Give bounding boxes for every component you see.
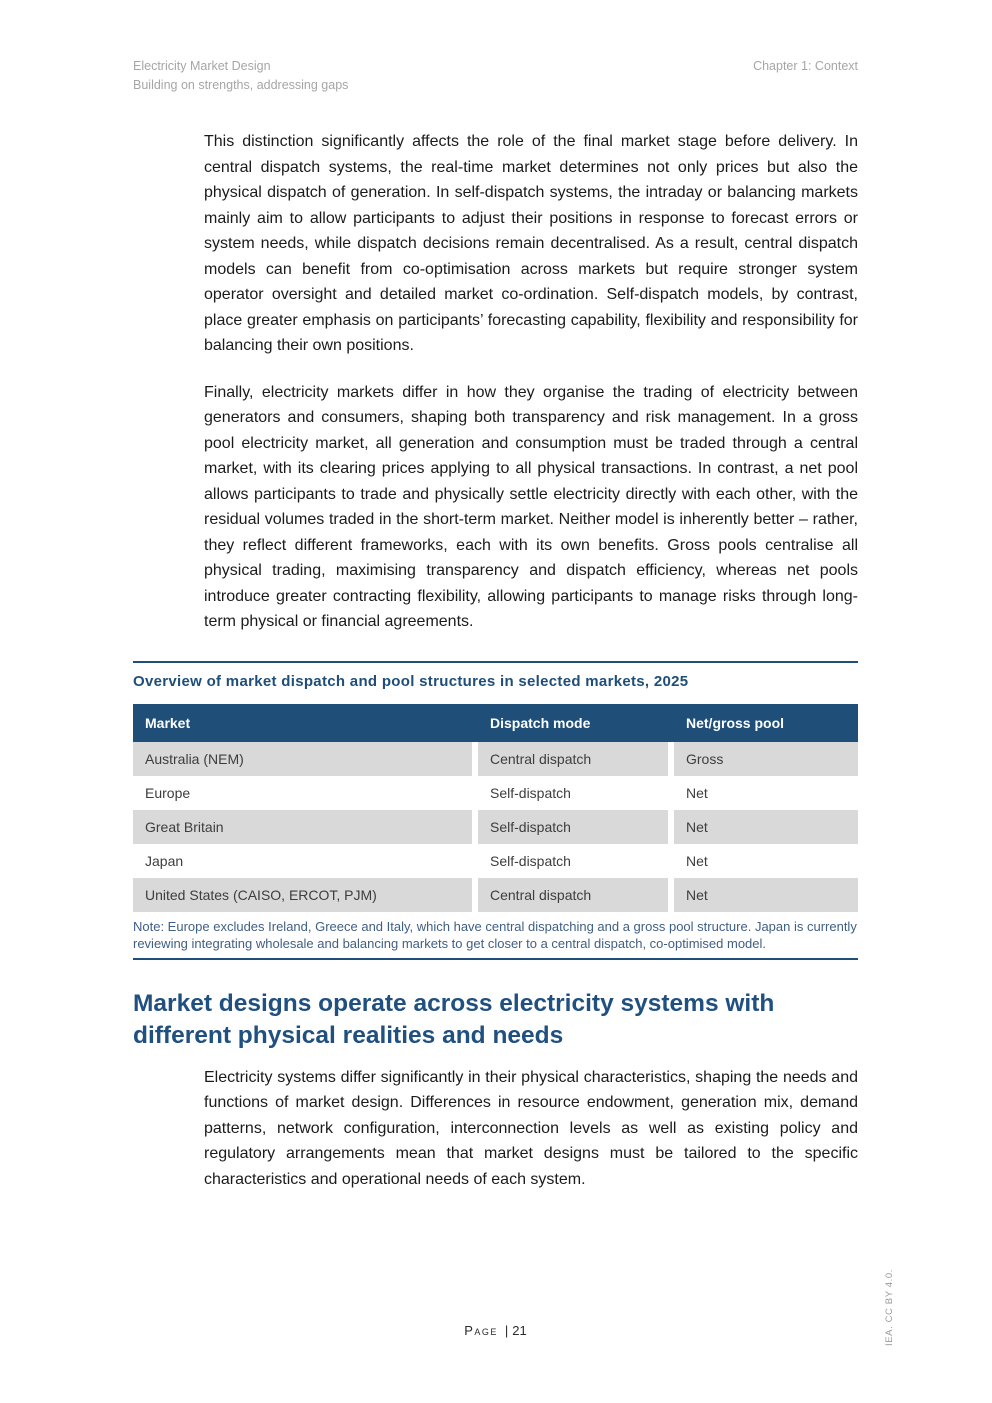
table-header-row	[133, 704, 858, 742]
markets-table	[133, 704, 858, 912]
licence-credit: IEA. CC BY 4.0.	[884, 1269, 895, 1346]
paragraph-dispatch-distinction: This distinction significantly affects the role of the final market stage before delivery. In central dispatch systems, the real-time market determines not only prices but also the physical dispatch of generation. In self-dispatch systems, the intraday or balancing markets mainly aim to allow participants to adjust their positions in response to forecast errors or system needs, while dispatch decisions remain decentralised. As a result, central dispatch models can benefit from co-optimisation across markets but require stronger system operator oversight and detailed market co-ordination. Self-dispatch models, by contrast, place greater emphasis on participants’ forecasting capability, flexibility and responsibility for balancing their own positions.	[204, 133, 858, 354]
page-label: Page	[464, 1323, 498, 1338]
cell-dispatch-mode: Central dispatch	[478, 742, 668, 776]
cell-market: Australia (NEM)	[133, 742, 472, 776]
cell-dispatch-mode: Central dispatch	[478, 878, 668, 912]
paragraph-physical-realities: Electricity systems differ significantly in their physical characteristics, shaping the needs and functions of market design. Differences in resource endowment, generation mix, demand patterns, network configuration, interconnection levels as well as existing policy and regulatory arrangements mean that market designs must be tailored to the specific characteristics and operational needs of each system.	[204, 1068, 858, 1188]
cell-dispatch-mode: Self-dispatch	[478, 810, 668, 844]
cell-market: Japan	[145, 852, 184, 869]
page-footer	[133, 1323, 858, 1338]
running-header-left	[133, 57, 348, 96]
running-header	[133, 57, 858, 96]
report-title: Electricity Market Design	[133, 59, 271, 73]
table-row	[133, 742, 858, 776]
chapter-label: Chapter 1: Context	[753, 59, 858, 73]
cell-pool: Net	[674, 810, 858, 844]
table-row	[133, 810, 858, 844]
column-header-market: Market	[145, 714, 191, 731]
table-title: Overview of market dispatch and pool structures in selected markets, 2025	[133, 672, 689, 690]
section-heading: Market designs operate across electricity systems with different physical realities and needs	[133, 989, 775, 1049]
footer-divider: |	[504, 1323, 509, 1338]
table-note: Note: Europe excludes Ireland, Greece and Italy, which have central dispatching and a gross pool structure. Japan is currently reviewing integrating wholesale and balancing markets to get closer to a central dispatch, co-optimised model.	[133, 918, 857, 951]
cell-pool: Net	[686, 852, 708, 869]
cell-pool: Gross	[674, 742, 858, 776]
cell-pool: Net	[686, 784, 708, 801]
cell-market: United States (CAISO, ERCOT, PJM)	[133, 878, 472, 912]
column-header-net-gross-pool: Net/gross pool	[686, 714, 785, 731]
content-column	[133, 129, 858, 1192]
cell-dispatch-mode: Self-dispatch	[490, 784, 571, 801]
table-row	[133, 878, 858, 912]
cell-market: Great Britain	[133, 810, 472, 844]
table-figure-block	[133, 661, 858, 960]
table-row	[133, 844, 858, 878]
cell-pool: Net	[674, 878, 858, 912]
table-row	[133, 776, 858, 810]
page-number: 21	[512, 1323, 527, 1338]
column-header-dispatch-mode: Dispatch mode	[490, 714, 591, 731]
cell-dispatch-mode: Self-dispatch	[490, 852, 571, 869]
paragraph-pool-structures: Finally, electricity markets differ in how they organise the trading of electricity between generators and consumers, shaping both transparency and risk management. In a gross pool electricity market, all generation and consumption must be traded through a central market, with its clearing prices applying to all physical transactions. In contrast, a net pool allows participants to trade and physically settle electricity directly with each other, with the residual volumes traded in the short-term market. Neither model is inherently better – rather, they reflect different frameworks, each with its own benefits. Gross pools centralise all physical trading, maximising transparency and dispatch efficiency, whereas net pools introduce greater contracting flexibility, allowing participants to manage risks through long-term physical or financial agreements.	[204, 383, 858, 630]
report-subtitle: Building on strengths, addressing gaps	[133, 78, 349, 93]
cell-market: Europe	[145, 784, 191, 801]
